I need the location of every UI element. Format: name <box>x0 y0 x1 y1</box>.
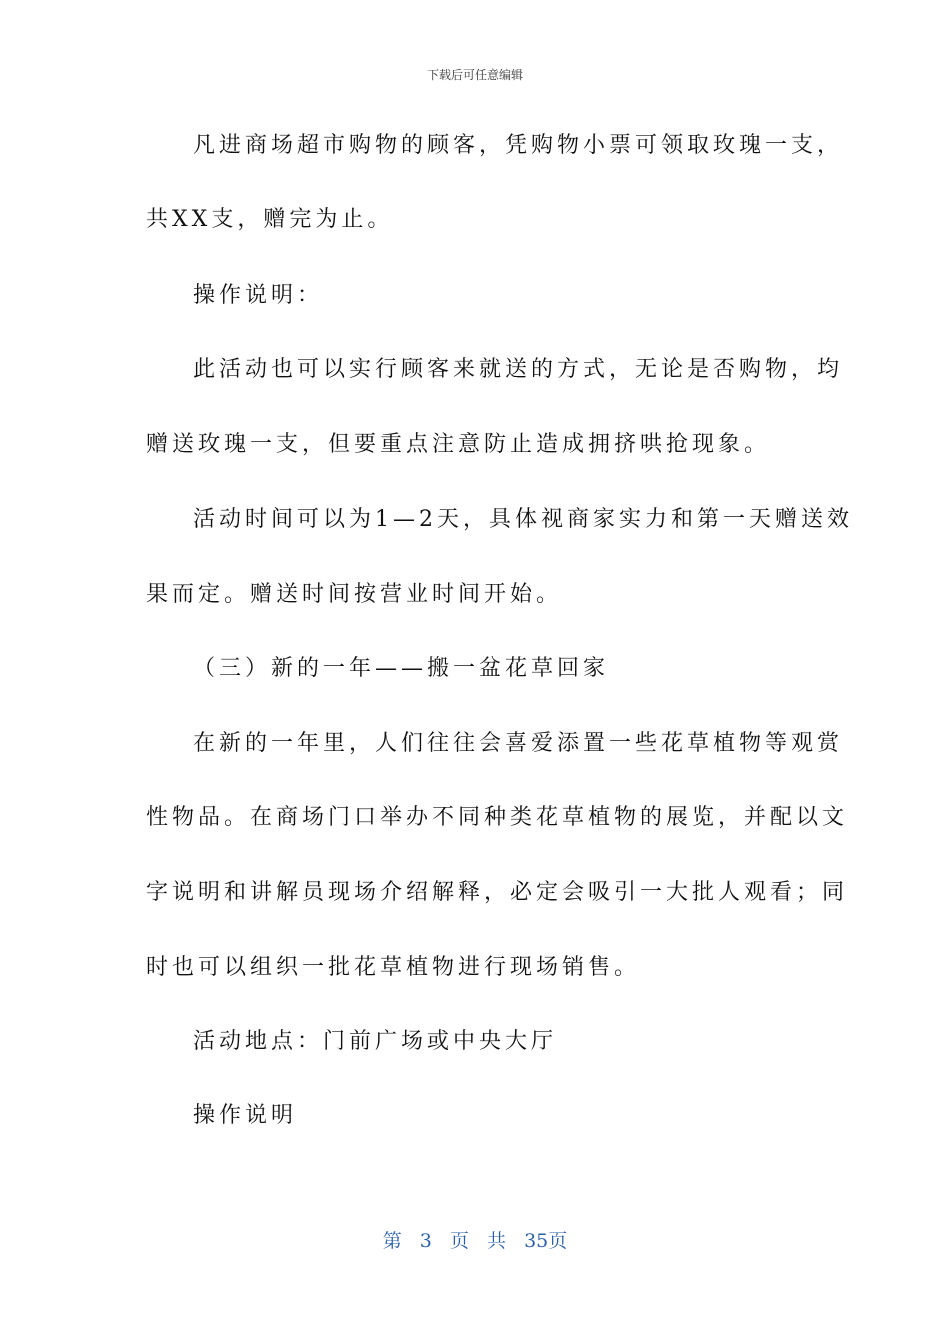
paragraph-line: 活动地点：门前广场或中央大厅 <box>193 1029 558 1054</box>
paragraph-line: 果而定。赠送时间按营业时间开始。 <box>146 582 563 607</box>
section-subheading: 操作说明 <box>193 1103 298 1128</box>
paragraph-line: 赠送玫瑰一支，但要重点注意防止造成拥挤哄抢现象。 <box>146 432 771 457</box>
page-header-note: 下载后可任意编辑 <box>426 68 523 82</box>
paragraph-line: 此活动也可以实行顾客来就送的方式，无论是否购物，均 <box>193 357 844 382</box>
paragraph-line: 性物品。在商场门口举办不同种类花草植物的展览，并配以文 <box>146 805 849 830</box>
footer-label-di: 第 <box>382 1230 402 1252</box>
paragraph-line: 凡进商场超市购物的顾客，凭购物小票可领取玫瑰一支， <box>193 133 844 158</box>
paragraph-line: 共XX支，赠完为止。 <box>146 207 394 232</box>
paragraph-line: 在新的一年里，人们往往会喜爱添置一些花草植物等观赏 <box>193 731 844 756</box>
paragraph-line: 活动时间可以为1—2天，具体视商家实力和第一天赠送效 <box>193 507 853 532</box>
page-number-footer <box>0 1226 950 1253</box>
footer-total-pages: 35页 <box>524 1230 568 1252</box>
footer-current-page: 3 <box>419 1230 432 1252</box>
paragraph-line: 时也可以组织一批花草植物进行现场销售。 <box>146 955 641 980</box>
footer-label-gong: 共 <box>487 1230 507 1252</box>
paragraph-line: 字说明和讲解员现场介绍解释，必定会吸引一大批人观看；同 <box>146 880 849 905</box>
section-subheading: 操作说明： <box>193 283 324 308</box>
footer-label-ye: 页 <box>449 1230 469 1252</box>
section-heading: （三）新的一年——搬一盆花草回家 <box>193 656 610 681</box>
